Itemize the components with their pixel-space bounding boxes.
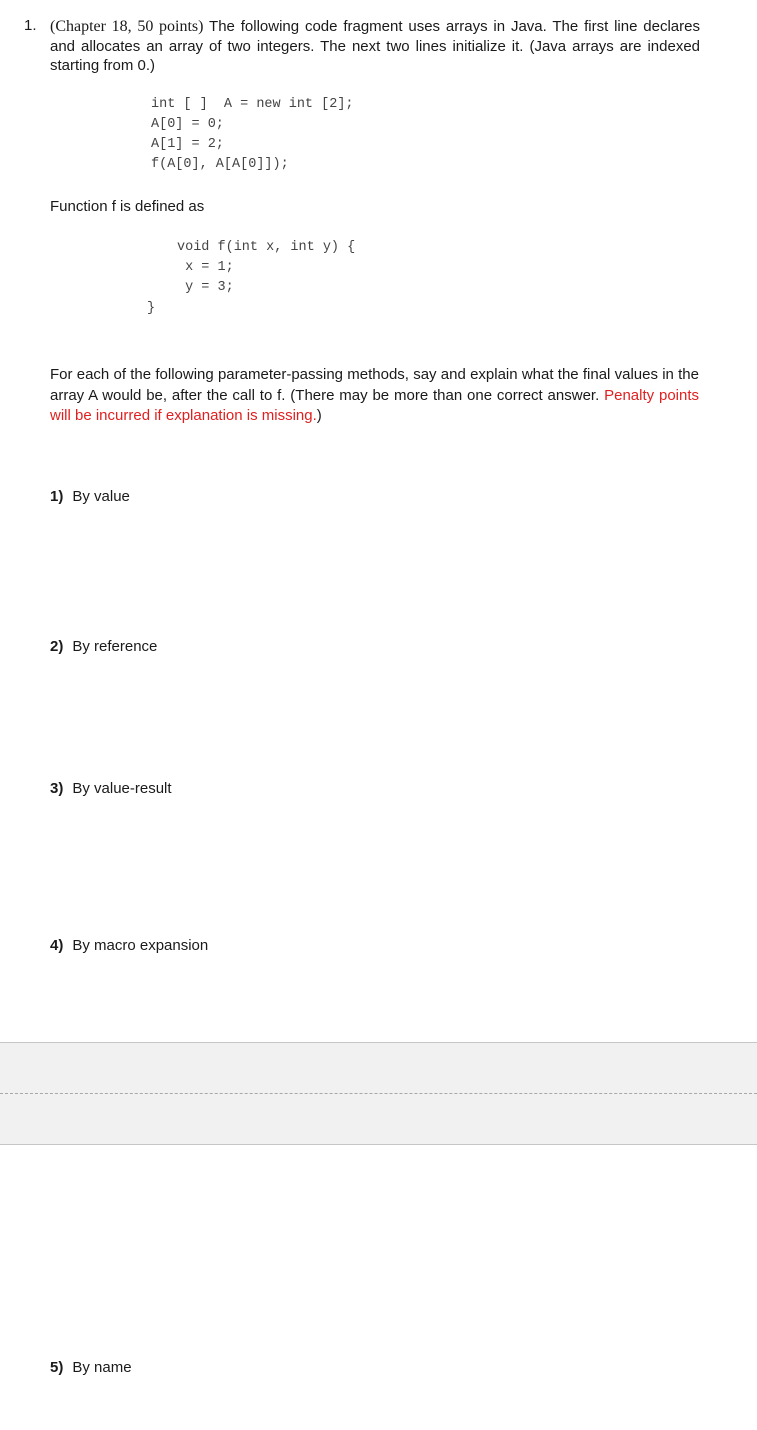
code-line: A[0] = 0; <box>151 117 224 132</box>
part-label: By macro expansion <box>72 937 209 954</box>
part-by-name <box>50 1359 132 1376</box>
question-intro <box>50 17 700 76</box>
page-break-band-bottom <box>0 1094 757 1145</box>
part-label: By value-result <box>72 780 172 797</box>
question-header: (Chapter 18, 50 points) <box>50 18 204 35</box>
code-line: f(A[0], A[A[0]]); <box>151 157 289 172</box>
part-number: 1) <box>50 488 64 505</box>
part-label: By value <box>72 488 130 505</box>
closing-brace: } <box>147 301 156 316</box>
instructions-text: For each of the following parameter-passing methods, say and explain what the final values in the array A would be, after the call to f. (There may be more than one correct answer. <box>50 366 699 404</box>
code-line: A[1] = 2; <box>151 137 224 152</box>
part-label: By reference <box>72 638 158 655</box>
part-by-reference <box>50 638 157 655</box>
part-number: 2) <box>50 638 64 655</box>
page-break-band-top <box>0 1042 757 1094</box>
part-label: By name <box>72 1359 132 1376</box>
part-number: 3) <box>50 780 64 797</box>
code-line: void f(int x, int y) { <box>177 240 356 255</box>
code-block-function <box>177 238 355 298</box>
code-line: int [ ] A = new int [2]; <box>151 97 354 112</box>
code-block-declaration <box>151 95 354 175</box>
part-by-value <box>50 488 130 505</box>
code-line: y = 3; <box>177 280 234 295</box>
code-line: x = 1; <box>177 260 234 275</box>
penalty-note: Penalty points will be incurred if explanation is missing. <box>50 386 700 424</box>
instructions <box>50 365 699 427</box>
function-def-label: Function f is defined as <box>50 198 205 215</box>
instructions-close: ) <box>316 407 322 424</box>
part-by-value-result <box>50 780 172 797</box>
question-intro-text: The following code fragment uses arrays in Java. The first line declares and allocates an array of two integers. The next two lines initialize it. (Java arrays are indexed starting from 0.) <box>50 18 700 74</box>
part-number: 5) <box>50 1359 64 1376</box>
part-by-macro-expansion <box>50 937 208 954</box>
question-number: 1. <box>24 17 37 34</box>
part-number: 4) <box>50 937 64 954</box>
